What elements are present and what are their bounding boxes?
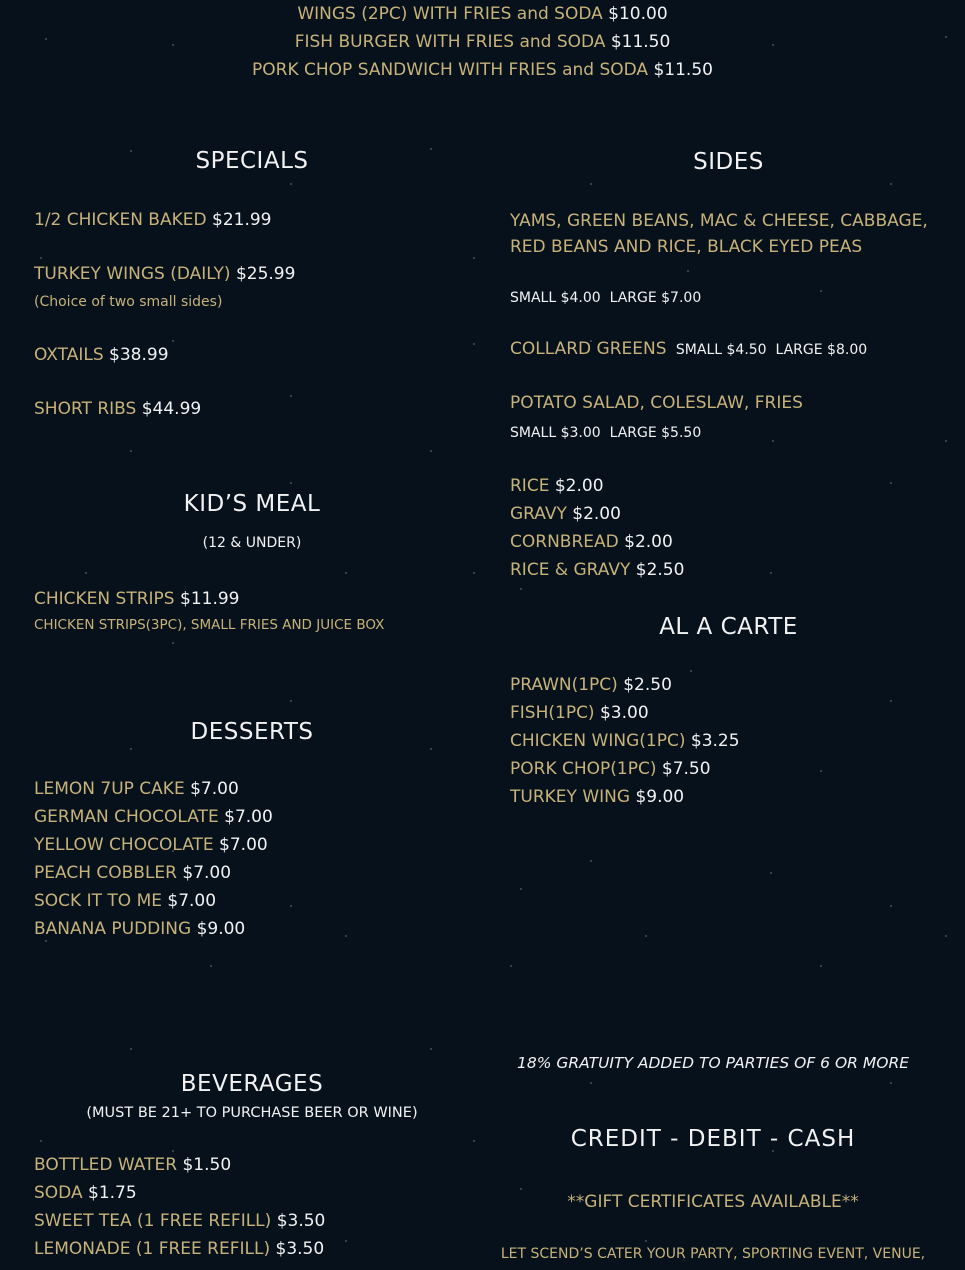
menu-item	[510, 476, 604, 496]
combo-price: $10.00	[608, 4, 668, 24]
menu-item	[34, 399, 201, 419]
desserts-heading: DESSERTS	[190, 719, 314, 745]
menu-item	[34, 835, 268, 855]
menu-item	[34, 1183, 137, 1203]
menu-item	[510, 731, 740, 751]
menu-item	[34, 1211, 325, 1231]
item-price: $7.00	[182, 863, 232, 883]
item-price: $2.50	[635, 560, 685, 580]
item-price: $2.00	[554, 476, 604, 496]
item-price: $44.99	[141, 399, 202, 419]
item-name: BOTTLED WATER	[34, 1155, 178, 1175]
item-price: $25.99	[235, 264, 296, 284]
a-la-carte-heading: AL A CARTE	[659, 614, 798, 640]
item-name: SOCK IT TO ME	[34, 891, 162, 911]
beverages-heading: BEVERAGES	[180, 1071, 324, 1097]
payment-methods: CREDIT - DEBIT - CASH	[570, 1126, 856, 1152]
menu-item	[34, 863, 231, 883]
item-name: PRAWN(1PC)	[510, 675, 618, 695]
item-price: $7.50	[661, 759, 711, 779]
item-note: (Choice of two small sides)	[34, 294, 223, 310]
beverages-subheading: (MUST BE 21+ TO PURCHASE BEER OR WINE)	[86, 1105, 418, 1121]
item-name: TURKEY WINGS (DAILY)	[34, 264, 231, 284]
menu-item	[510, 504, 621, 524]
gift-certificates-note: **GIFT CERTIFICATES AVAILABLE**	[567, 1192, 859, 1212]
item-price: $7.00	[219, 835, 268, 855]
item-price: $7.00	[167, 891, 217, 911]
menu-item	[34, 1239, 324, 1259]
sides-group-prices: SMALL $4.50 LARGE $8.00	[675, 342, 868, 358]
menu-item	[34, 1155, 231, 1175]
menu-item	[510, 532, 673, 552]
item-name: LEMON 7UP CAKE	[34, 779, 185, 799]
sides-group-names: COLLARD GREENS	[510, 339, 667, 359]
item-name: YELLOW CHOCOLATE	[34, 835, 214, 855]
menu-item	[510, 560, 684, 580]
menu-item	[34, 345, 169, 365]
menu-item	[34, 589, 239, 609]
item-price: $3.25	[690, 731, 740, 751]
item-name: CORNBREAD	[510, 532, 619, 552]
item-name: OXTAILS	[34, 345, 104, 365]
sides-group-prices: SMALL $3.00 LARGE $5.50	[510, 425, 702, 441]
item-price: $2.50	[623, 675, 672, 695]
sides-group-names: YAMS, GREEN BEANS, MAC & CHEESE, CABBAGE, RED BEANS AND RICE, BLACK EYED PEAS	[510, 211, 928, 257]
item-name: TURKEY WING	[510, 787, 631, 807]
specials-heading: SPECIALS	[195, 148, 309, 174]
item-name: SHORT RIBS	[34, 399, 137, 419]
menu-item	[34, 891, 216, 911]
menu-item	[34, 210, 271, 230]
item-price: $3.00	[599, 703, 649, 723]
item-price: $3.50	[276, 1211, 326, 1231]
item-name: RICE & GRAVY	[510, 560, 631, 580]
item-name: GRAVY	[510, 504, 567, 524]
combo-name: PORK CHOP SANDWICH WITH FRIES and SODA	[252, 60, 649, 80]
kids-meal-heading: KID’S MEAL	[183, 491, 321, 517]
item-name: BANANA PUDDING	[34, 919, 192, 939]
sides-group	[510, 339, 867, 359]
combo-item	[0, 32, 965, 52]
item-price: $2.00	[572, 504, 621, 524]
gratuity-note: 18% GRATUITY ADDED TO PARTIES OF 6 OR MORE	[516, 1054, 910, 1072]
item-name: RICE	[510, 476, 550, 496]
item-name: PEACH COBBLER	[34, 863, 177, 883]
menu-item	[34, 807, 273, 827]
sides-heading: SIDES	[693, 149, 764, 175]
item-price: $2.00	[624, 532, 673, 552]
menu-item	[34, 919, 245, 939]
item-name: SWEET TEA (1 FREE REFILL)	[34, 1211, 272, 1231]
menu-item	[34, 779, 239, 799]
item-price: $9.00	[635, 787, 685, 807]
menu-item	[510, 675, 672, 695]
item-price: $1.50	[182, 1155, 232, 1175]
item-name: 1/2 CHICKEN BAKED	[34, 210, 207, 230]
combo-price: $11.50	[610, 32, 671, 52]
item-price: $38.99	[109, 345, 169, 365]
item-name: LEMONADE (1 FREE REFILL)	[34, 1239, 271, 1259]
item-name: GERMAN CHOCOLATE	[34, 807, 219, 827]
item-price: $1.75	[88, 1183, 137, 1203]
combo-name: WINGS (2PC) WITH FRIES and SODA	[297, 4, 603, 24]
combo-item	[0, 4, 965, 24]
combo-price: $11.50	[653, 60, 713, 80]
menu-item	[510, 703, 649, 723]
menu-item	[34, 264, 295, 284]
menu-item	[510, 759, 711, 779]
item-price: $11.99	[180, 589, 240, 609]
item-name: CHICKEN WING(1PC)	[510, 731, 686, 751]
sides-group-names: POTATO SALAD, COLESLAW, FRIES	[510, 393, 803, 413]
combo-name: FISH BURGER WITH FRIES and SODA	[294, 32, 606, 52]
catering-note: LET SCEND’S CATER YOUR PARTY, SPORTING EVENT, VENUE,	[500, 1246, 926, 1262]
item-price: $3.50	[275, 1239, 325, 1259]
item-price: $7.00	[224, 807, 273, 827]
item-price: $7.00	[190, 779, 239, 799]
kids-meal-subheading: (12 & UNDER)	[202, 535, 302, 551]
item-price: $9.00	[196, 919, 246, 939]
sides-group-prices: SMALL $4.00 LARGE $7.00	[510, 290, 702, 306]
item-name: CHICKEN STRIPS	[34, 589, 175, 609]
item-name: PORK CHOP(1PC)	[510, 759, 657, 779]
item-price: $21.99	[212, 210, 272, 230]
item-name: SODA	[34, 1183, 83, 1203]
item-note: CHICKEN STRIPS(3PC), SMALL FRIES AND JUICE BOX	[34, 617, 385, 633]
item-name: FISH(1PC)	[510, 703, 595, 723]
menu-item	[510, 787, 684, 807]
combo-item	[0, 60, 965, 80]
